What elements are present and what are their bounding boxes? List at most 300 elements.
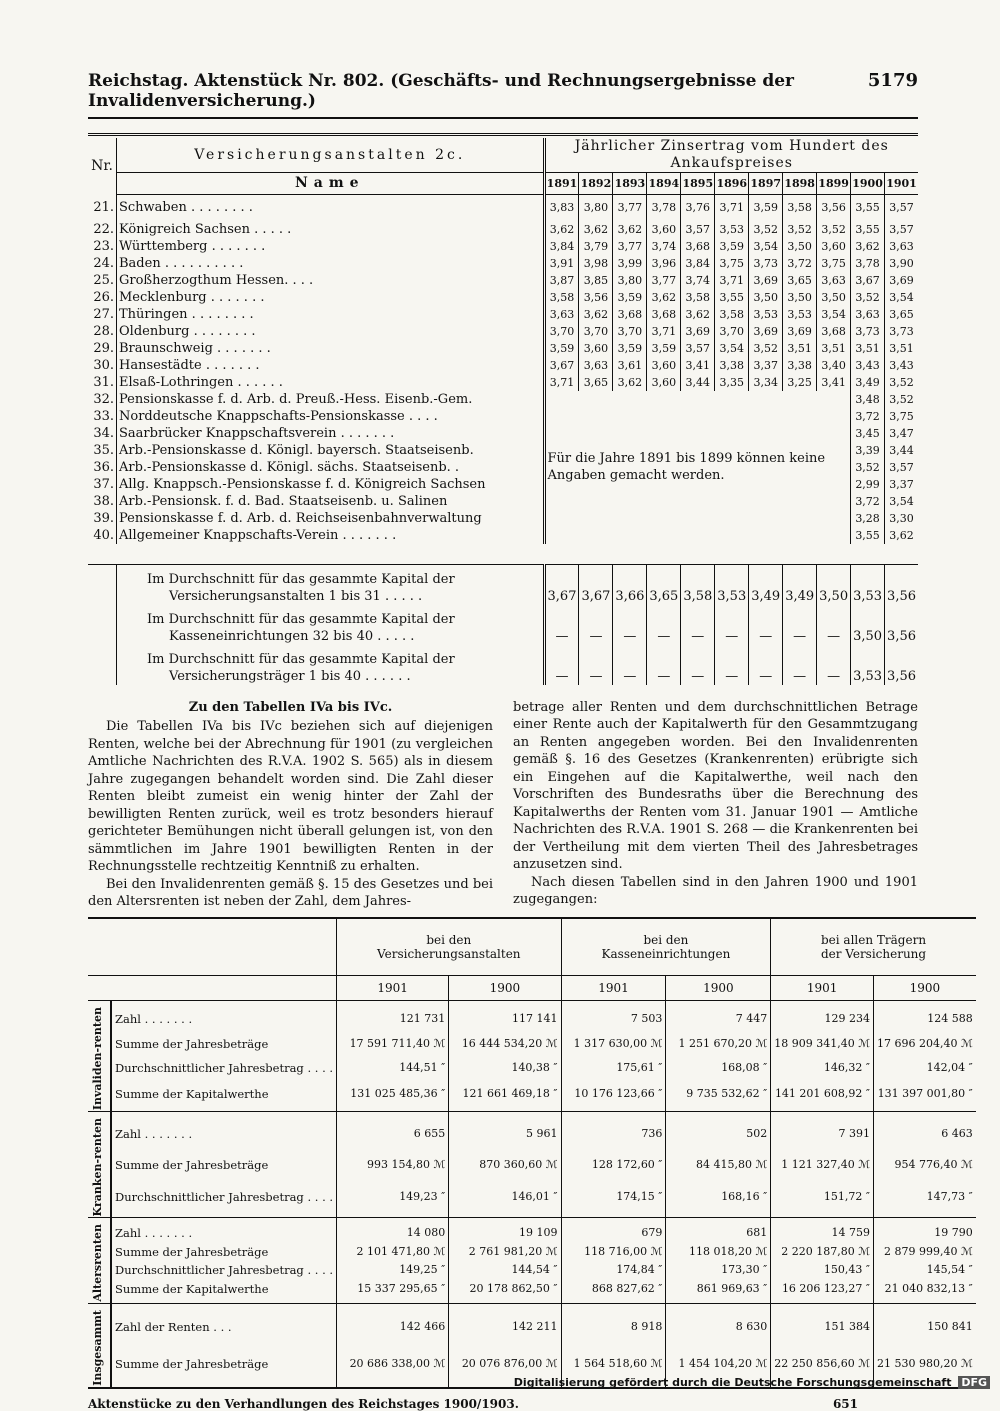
average-value: 3,50 bbox=[851, 605, 885, 645]
group-label bbox=[88, 1111, 111, 1218]
value-cell: 3,37 bbox=[749, 357, 783, 374]
average-value: 3,66 bbox=[613, 564, 647, 605]
row-number: 22. bbox=[93, 221, 114, 237]
interest-table bbox=[88, 138, 918, 685]
value-cell: 3,73 bbox=[749, 255, 783, 272]
row-label: Zahl der Renten . . . bbox=[111, 1303, 337, 1346]
value-cell: 7 447 bbox=[666, 1000, 771, 1032]
row-label: Zahl . . . . . . . bbox=[111, 1218, 337, 1243]
spacer-row bbox=[88, 544, 918, 565]
value-cell: 3,44 bbox=[885, 442, 918, 459]
row-label: Zahl . . . . . . . bbox=[111, 1000, 337, 1032]
institution-name: Schwaben . . . . . . . . bbox=[117, 195, 545, 221]
section-heading: Zu den Tabellen IVa bis IVc. bbox=[188, 699, 393, 715]
table-row bbox=[88, 1000, 976, 1032]
value-cell: 679 bbox=[561, 1218, 666, 1243]
group-label-text: Altersrenten bbox=[91, 1224, 104, 1302]
table-row bbox=[88, 357, 918, 374]
value-cell: 145,54 ″ bbox=[874, 1261, 976, 1280]
table-row bbox=[88, 1243, 976, 1262]
average-value: 3,56 bbox=[885, 564, 918, 605]
value-cell: 3,58 bbox=[544, 289, 579, 306]
average-value: — bbox=[544, 605, 579, 645]
institution-name: Allg. Knappsch.-Pensionskasse f. d. Königreich Sachsen bbox=[117, 476, 545, 493]
table-row bbox=[88, 255, 918, 272]
row-label: Summe der Jahresbeträge bbox=[111, 1243, 337, 1262]
value-cell: 3,83 bbox=[544, 195, 579, 221]
value-cell: 151,72 ″ bbox=[771, 1180, 874, 1218]
value-cell: 3,68 bbox=[613, 306, 647, 323]
value-cell: 3,79 bbox=[579, 238, 613, 255]
value-cell: 3,55 bbox=[851, 195, 885, 221]
value-cell: 117 141 bbox=[449, 1000, 561, 1032]
value-cell: 3,98 bbox=[579, 255, 613, 272]
year-header: 1900 bbox=[851, 173, 885, 195]
value-cell: 3,69 bbox=[885, 272, 918, 289]
value-cell: 3,51 bbox=[885, 340, 918, 357]
value-cell: 3,75 bbox=[885, 408, 918, 425]
year-header: 1900 bbox=[449, 975, 561, 1000]
value-cell: 736 bbox=[561, 1111, 666, 1150]
value-cell: 5 961 bbox=[449, 1111, 561, 1150]
value-cell: 3,62 bbox=[579, 221, 613, 238]
header-title: Reichstag. Aktenstück Nr. 802. (Geschäfts- und Rechnungsergebnisse der Invalidenversicherung.) bbox=[88, 71, 795, 111]
year-header: 1893 bbox=[613, 173, 647, 195]
value-cell: 3,73 bbox=[885, 323, 918, 340]
value-cell: 144,54 ″ bbox=[449, 1261, 561, 1280]
value-cell: 3,62 bbox=[681, 306, 715, 323]
institution-name: Pensionskasse f. d. Arb. d. Preuß.-Hess. Eisenb.-Gem. bbox=[117, 391, 545, 408]
group-header-alle: bei allen Trägern der Versicherung bbox=[771, 918, 976, 976]
value-cell: 3,77 bbox=[613, 238, 647, 255]
row-number: 30. bbox=[93, 357, 114, 373]
value-cell: 3,53 bbox=[783, 306, 817, 323]
row-label: Zahl . . . . . . . bbox=[111, 1111, 337, 1150]
value-cell: 3,68 bbox=[817, 323, 851, 340]
value-cell: 1 121 327,40 ℳ bbox=[771, 1151, 874, 1180]
value-cell: 3,62 bbox=[544, 221, 579, 238]
average-row bbox=[88, 605, 918, 645]
value-cell: 3,52 bbox=[749, 340, 783, 357]
value-cell: 7 503 bbox=[561, 1000, 666, 1032]
row-number: 36. bbox=[93, 459, 114, 475]
value-cell: 118 018,20 ℳ bbox=[666, 1243, 771, 1262]
row-number: 38. bbox=[93, 493, 114, 509]
value-cell: 9 735 532,62 ″ bbox=[666, 1080, 771, 1111]
value-cell: 3,30 bbox=[885, 510, 918, 527]
page-number: 5179 bbox=[867, 70, 918, 91]
value-cell: 3,59 bbox=[647, 340, 681, 357]
value-cell: 149,23 ″ bbox=[337, 1180, 449, 1218]
value-cell: 3,87 bbox=[544, 272, 579, 289]
value-cell: 3,54 bbox=[749, 238, 783, 255]
value-cell: 6 463 bbox=[874, 1111, 976, 1150]
value-cell: 2 101 471,80 ℳ bbox=[337, 1243, 449, 1262]
value-cell: 3,45 bbox=[851, 425, 885, 442]
value-cell: 15 337 295,65 ″ bbox=[337, 1280, 449, 1304]
row-label: Durchschnittlicher Jahresbetrag . . . . bbox=[111, 1056, 337, 1080]
average-value: — bbox=[749, 645, 783, 685]
average-label-line2: Versicherungsanstalten 1 bis 31 . . . . . bbox=[169, 588, 423, 604]
value-cell: 20 178 862,50 ″ bbox=[449, 1280, 561, 1304]
value-cell: 3,69 bbox=[749, 272, 783, 289]
group-label bbox=[88, 1218, 111, 1304]
value-cell: 3,60 bbox=[647, 221, 681, 238]
average-label bbox=[117, 645, 545, 685]
value-cell: 10 176 123,66 ″ bbox=[561, 1080, 666, 1111]
value-cell: 3,70 bbox=[715, 323, 749, 340]
value-cell: 3,54 bbox=[817, 306, 851, 323]
year-header: 1898 bbox=[783, 173, 817, 195]
value-cell: 3,52 bbox=[749, 221, 783, 238]
inst-header: Versicherungsanstalten 2c. bbox=[117, 138, 545, 173]
value-cell: 681 bbox=[666, 1218, 771, 1243]
value-cell: 3,71 bbox=[647, 323, 681, 340]
value-cell: 3,84 bbox=[681, 255, 715, 272]
value-cell: 17 696 204,40 ℳ bbox=[874, 1032, 976, 1056]
value-cell: 3,60 bbox=[647, 374, 681, 391]
value-cell: 3,57 bbox=[885, 459, 918, 476]
institution-name: Braunschweig . . . . . . . bbox=[117, 340, 545, 357]
value-cell: 3,38 bbox=[715, 357, 749, 374]
digitization-credit bbox=[514, 1376, 990, 1389]
value-cell: 142,04 ″ bbox=[874, 1056, 976, 1080]
table-row bbox=[88, 1111, 976, 1150]
value-cell: 146,01 ″ bbox=[449, 1180, 561, 1218]
value-cell: 3,70 bbox=[579, 323, 613, 340]
value-cell: 3,69 bbox=[749, 323, 783, 340]
year-header: 1891 bbox=[544, 173, 579, 195]
text-section bbox=[88, 699, 918, 911]
year-header: 1895 bbox=[681, 173, 715, 195]
value-cell: 3,49 bbox=[851, 374, 885, 391]
value-cell: 3,59 bbox=[749, 195, 783, 221]
value-cell: 3,57 bbox=[681, 340, 715, 357]
row-label: Summe der Jahresbeträge bbox=[111, 1032, 337, 1056]
value-cell: 3,69 bbox=[681, 323, 715, 340]
value-cell: 141 201 608,92 ″ bbox=[771, 1080, 874, 1111]
value-cell: 3,72 bbox=[783, 255, 817, 272]
zins-header: Jährlicher Zinsertrag vom Hundert des Ankaufspreises bbox=[544, 138, 918, 173]
nr-header: Nr. bbox=[91, 157, 113, 174]
value-cell: 3,61 bbox=[613, 357, 647, 374]
value-cell: 3,52 bbox=[885, 391, 918, 408]
right-paragraph-1: betrage aller Renten und dem durchschnittlichen Betrage einer Rente auch der Kapitalwerth für den Gesammtzugang an Renten angegeben worden. Bei den Invalidenrenten gemäß §. 16 des Gesetzes (Krankenrenten) erübrigte sich ein Eingehen auf die Kapitalwerthe, weil nach den Vorschriften des Bundesraths über die Berechnung des Kapitalwerths der Renten vom 31. Januar 1901 — Amtliche Nachrichten des R.V.A. 1901 S. 268 — die Krankenrenten bei der Vertheilung mit dem vierten Theil des Jahresbetrages anzusetzen sind. bbox=[513, 699, 918, 872]
value-cell: 3,52 bbox=[851, 459, 885, 476]
average-value: — bbox=[613, 645, 647, 685]
value-cell: 3,55 bbox=[715, 289, 749, 306]
institution-name: Allgemeiner Knappschafts-Verein . . . . . . . bbox=[117, 527, 545, 544]
institution-name: Großherzogthum Hessen. . . . bbox=[117, 272, 545, 289]
value-cell: 3,50 bbox=[749, 289, 783, 306]
average-value: — bbox=[817, 645, 851, 685]
row-number: 39. bbox=[93, 510, 114, 526]
value-cell: 128 172,60 ″ bbox=[561, 1151, 666, 1180]
value-cell: 150 841 bbox=[874, 1303, 976, 1346]
no-data-note: Für die Jahre 1891 bis 1899 können keine Angaben gemacht werden. bbox=[544, 391, 851, 544]
value-cell: 3,60 bbox=[579, 340, 613, 357]
value-cell: 19 109 bbox=[449, 1218, 561, 1243]
average-label-line1: Im Durchschnitt für das gesammte Kapital der bbox=[147, 651, 455, 667]
left-paragraph-2: Bei den Invalidenrenten gemäß §. 15 des Gesetzes und bei den Altersrenten ist neben der Zahl, dem Jahres- bbox=[88, 876, 493, 909]
average-value: 3,65 bbox=[647, 564, 681, 605]
value-cell: 3,63 bbox=[544, 306, 579, 323]
row-number: 28. bbox=[93, 323, 114, 339]
value-cell: 8 918 bbox=[561, 1303, 666, 1346]
row-number: 21. bbox=[93, 200, 114, 215]
value-cell: 3,40 bbox=[817, 357, 851, 374]
value-cell: 131 397 001,80 ″ bbox=[874, 1080, 976, 1111]
value-cell: 3,96 bbox=[647, 255, 681, 272]
value-cell: 3,62 bbox=[647, 289, 681, 306]
value-cell: 3,62 bbox=[613, 374, 647, 391]
year-header: 1900 bbox=[874, 975, 976, 1000]
value-cell: 502 bbox=[666, 1111, 771, 1150]
year-header: 1894 bbox=[647, 173, 681, 195]
year-header: 1899 bbox=[817, 173, 851, 195]
value-cell: 3,67 bbox=[851, 272, 885, 289]
row-label: Durchschnittlicher Jahresbetrag . . . . bbox=[111, 1180, 337, 1218]
value-cell: 3,58 bbox=[681, 289, 715, 306]
year-header: 1897 bbox=[749, 173, 783, 195]
value-cell: 3,52 bbox=[817, 221, 851, 238]
institution-name: Thüringen . . . . . . . . bbox=[117, 306, 545, 323]
right-paragraph-2: Nach diesen Tabellen sind in den Jahren 1900 und 1901 zugegangen: bbox=[513, 874, 918, 907]
value-cell: 3,67 bbox=[544, 357, 579, 374]
average-value: 3,53 bbox=[851, 645, 885, 685]
average-label-line2: Versicherungsträger 1 bis 40 . . . . . . bbox=[169, 668, 411, 684]
value-cell: 14 759 bbox=[771, 1218, 874, 1243]
value-cell: 3,53 bbox=[749, 306, 783, 323]
value-cell: 3,71 bbox=[544, 374, 579, 391]
average-label-line1: Im Durchschnitt für das gesammte Kapital der bbox=[147, 611, 455, 627]
value-cell: 147,73 ″ bbox=[874, 1180, 976, 1218]
value-cell: 1 317 630,00 ℳ bbox=[561, 1032, 666, 1056]
value-cell: 3,65 bbox=[783, 272, 817, 289]
value-cell: 20 076 876,00 ℳ bbox=[449, 1346, 561, 1388]
average-row bbox=[88, 645, 918, 685]
institution-name: Württemberg . . . . . . . bbox=[117, 238, 545, 255]
table-row bbox=[88, 272, 918, 289]
value-cell: 22 250 856,60 ℳ bbox=[771, 1346, 874, 1388]
year-header: 1901 bbox=[771, 975, 874, 1000]
value-cell: 3,59 bbox=[613, 289, 647, 306]
value-cell: 3,99 bbox=[613, 255, 647, 272]
institution-name: Oldenburg . . . . . . . . bbox=[117, 323, 545, 340]
institution-name: Arb.-Pensionskasse d. Königl. bayersch. Staatseisenb. bbox=[117, 442, 545, 459]
value-cell: 3,84 bbox=[544, 238, 579, 255]
group-label bbox=[88, 1303, 111, 1387]
value-cell: 3,41 bbox=[817, 374, 851, 391]
value-cell: 168,08 ″ bbox=[666, 1056, 771, 1080]
row-number: 34. bbox=[93, 425, 114, 441]
row-label: Durchschnittlicher Jahresbetrag . . . . bbox=[111, 1261, 337, 1280]
value-cell: 124 588 bbox=[874, 1000, 976, 1032]
footer-left: Aktenstücke zu den Verhandlungen des Reichstages 1900/1903. bbox=[88, 1396, 519, 1411]
value-cell: 140,38 ″ bbox=[449, 1056, 561, 1080]
institution-name: Hansestädte . . . . . . . bbox=[117, 357, 545, 374]
value-cell: 14 080 bbox=[337, 1218, 449, 1243]
table-row bbox=[88, 1180, 976, 1218]
value-cell: 3,78 bbox=[647, 195, 681, 221]
value-cell: 121 661 469,18 ″ bbox=[449, 1080, 561, 1111]
institution-name: Norddeutsche Knappschafts-Pensionskasse . . . . bbox=[117, 408, 545, 425]
group-label-text: Insgesammt bbox=[91, 1309, 104, 1386]
value-cell: 3,80 bbox=[579, 195, 613, 221]
table-row bbox=[88, 1303, 976, 1346]
value-cell: 3,54 bbox=[885, 493, 918, 510]
value-cell: 3,57 bbox=[681, 221, 715, 238]
page-footer bbox=[88, 1397, 918, 1411]
value-cell: 3,91 bbox=[544, 255, 579, 272]
table-row bbox=[88, 289, 918, 306]
value-cell: 19 790 bbox=[874, 1218, 976, 1243]
value-cell: 3,54 bbox=[715, 340, 749, 357]
row-label: Summe der Kapitalwerthe bbox=[111, 1280, 337, 1304]
value-cell: 3,63 bbox=[817, 272, 851, 289]
value-cell: 3,69 bbox=[783, 323, 817, 340]
average-value: — bbox=[715, 605, 749, 645]
value-cell: 3,35 bbox=[715, 374, 749, 391]
value-cell: 3,58 bbox=[783, 195, 817, 221]
value-cell: 129 234 bbox=[771, 1000, 874, 1032]
value-cell: 121 731 bbox=[337, 1000, 449, 1032]
institution-name: Saarbrücker Knappschaftsverein . . . . . . . bbox=[117, 425, 545, 442]
value-cell: 3,39 bbox=[851, 442, 885, 459]
value-cell: 3,62 bbox=[851, 238, 885, 255]
value-cell: 3,70 bbox=[613, 323, 647, 340]
value-cell: 3,57 bbox=[885, 195, 918, 221]
group-header-anstalten: bei den Versicherungsanstalten bbox=[337, 918, 562, 976]
average-value: 3,67 bbox=[579, 564, 613, 605]
average-value: — bbox=[681, 605, 715, 645]
value-cell: 3,56 bbox=[817, 195, 851, 221]
value-cell: 142 211 bbox=[449, 1303, 561, 1346]
value-cell: 861 969,63 ″ bbox=[666, 1280, 771, 1304]
value-cell: 175,61 ″ bbox=[561, 1056, 666, 1080]
value-cell: 3,72 bbox=[851, 493, 885, 510]
value-cell: 3,47 bbox=[885, 425, 918, 442]
average-row bbox=[88, 564, 918, 605]
table-row bbox=[88, 323, 918, 340]
value-cell: 3,28 bbox=[851, 510, 885, 527]
year-header: 1892 bbox=[579, 173, 613, 195]
table-row bbox=[88, 340, 918, 357]
value-cell: 3,59 bbox=[544, 340, 579, 357]
average-value: 3,58 bbox=[681, 564, 715, 605]
average-label-line2: Kasseneinrichtungen 32 bis 40 . . . . . bbox=[169, 628, 415, 644]
table-row bbox=[88, 1032, 976, 1056]
value-cell: 954 776,40 ℳ bbox=[874, 1151, 976, 1180]
value-cell: 3,34 bbox=[749, 374, 783, 391]
value-cell: 3,77 bbox=[647, 272, 681, 289]
value-cell: 3,55 bbox=[851, 527, 885, 544]
value-cell: 21 530 980,20 ℳ bbox=[874, 1346, 976, 1388]
value-cell: 3,75 bbox=[817, 255, 851, 272]
group-label-text: Kranken-renten bbox=[91, 1117, 104, 1217]
average-value: 3,53 bbox=[715, 564, 749, 605]
average-value: 3,56 bbox=[885, 645, 918, 685]
value-cell: 3,65 bbox=[885, 306, 918, 323]
average-label-line1: Im Durchschnitt für das gesammte Kapital der bbox=[147, 571, 455, 587]
value-cell: 16 206 123,27 ″ bbox=[771, 1280, 874, 1304]
row-label: Summe der Jahresbeträge bbox=[111, 1151, 337, 1180]
value-cell: 3,50 bbox=[783, 289, 817, 306]
row-number: 29. bbox=[93, 340, 114, 356]
table-row bbox=[88, 221, 918, 238]
value-cell: 2 879 999,40 ℳ bbox=[874, 1243, 976, 1262]
value-cell: 3,25 bbox=[783, 374, 817, 391]
value-cell: 3,52 bbox=[851, 289, 885, 306]
table-row bbox=[88, 1151, 976, 1180]
table-row bbox=[88, 1280, 976, 1304]
year-header: 1901 bbox=[337, 975, 449, 1000]
institution-name: Elsaß-Lothringen . . . . . . bbox=[117, 374, 545, 391]
value-cell: 1 454 104,20 ℳ bbox=[666, 1346, 771, 1388]
year-header: 1901 bbox=[885, 173, 918, 195]
value-cell: 3,57 bbox=[885, 221, 918, 238]
value-cell: 3,53 bbox=[715, 221, 749, 238]
value-cell: 6 655 bbox=[337, 1111, 449, 1150]
row-number: 25. bbox=[93, 272, 114, 288]
row-label: Summe der Kapitalwerthe bbox=[111, 1080, 337, 1111]
average-label bbox=[117, 605, 545, 645]
value-cell: 3,50 bbox=[783, 238, 817, 255]
row-number: 26. bbox=[93, 289, 114, 305]
value-cell: 3,71 bbox=[715, 195, 749, 221]
value-cell: 3,63 bbox=[579, 357, 613, 374]
row-number: 32. bbox=[93, 391, 114, 407]
average-value: — bbox=[647, 645, 681, 685]
average-value: 3,50 bbox=[817, 564, 851, 605]
institution-name: Arb.-Pensionskasse d. Königl. sächs. Staatseisenb. . bbox=[117, 459, 545, 476]
value-cell: 3,63 bbox=[851, 306, 885, 323]
year-header: 1896 bbox=[715, 173, 749, 195]
value-cell: 3,62 bbox=[613, 221, 647, 238]
value-cell: 3,85 bbox=[579, 272, 613, 289]
page bbox=[88, 70, 973, 1411]
average-value: — bbox=[817, 605, 851, 645]
page-header bbox=[88, 70, 918, 119]
average-value: 3,56 bbox=[885, 605, 918, 645]
value-cell: 3,38 bbox=[783, 357, 817, 374]
value-cell: 7 391 bbox=[771, 1111, 874, 1150]
value-cell: 118 716,00 ℳ bbox=[561, 1243, 666, 1262]
value-cell: 3,51 bbox=[817, 340, 851, 357]
renten-table bbox=[88, 917, 976, 1389]
row-number: 40. bbox=[93, 527, 114, 543]
average-value: — bbox=[579, 645, 613, 685]
institution-name: Arb.-Pensionsk. f. d. Bad. Staatseisenb. u. Salinen bbox=[117, 493, 545, 510]
value-cell: 3,59 bbox=[613, 340, 647, 357]
table-row bbox=[88, 1218, 976, 1243]
value-cell: 3,77 bbox=[613, 195, 647, 221]
row-number: 33. bbox=[93, 408, 114, 424]
value-cell: 3,51 bbox=[851, 340, 885, 357]
group-label bbox=[88, 1000, 111, 1111]
average-value: — bbox=[544, 645, 579, 685]
institution-name: Pensionskasse f. d. Arb. d. Reichseisenbahnverwaltung bbox=[117, 510, 545, 527]
value-cell: 868 827,62 ″ bbox=[561, 1280, 666, 1304]
value-cell: 1 251 670,20 ℳ bbox=[666, 1032, 771, 1056]
group-label-text: Invaliden-renten bbox=[91, 1006, 104, 1110]
value-cell: 3,50 bbox=[817, 289, 851, 306]
value-cell: 2,99 bbox=[851, 476, 885, 493]
value-cell: 17 591 711,40 ℳ bbox=[337, 1032, 449, 1056]
row-number: 37. bbox=[93, 476, 114, 492]
average-value: 3,49 bbox=[783, 564, 817, 605]
value-cell: 151 384 bbox=[771, 1303, 874, 1346]
